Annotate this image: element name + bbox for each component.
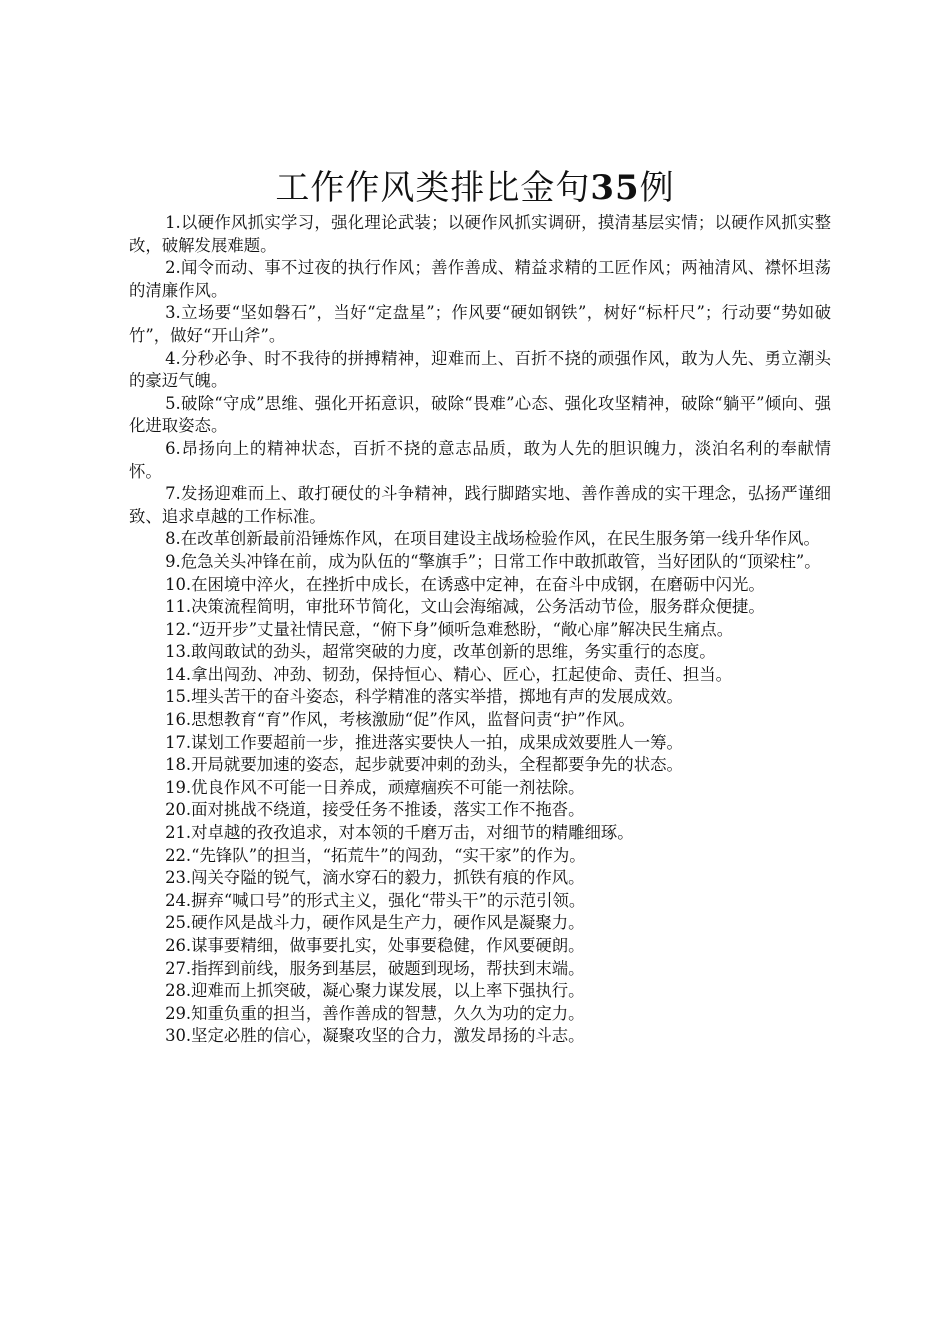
paragraph-8: 8.在改革创新最前沿锤炼作风，在项目建设主战场检验作风，在民生服务第一线升华作风。 bbox=[165, 529, 820, 549]
paragraph-18: 18.开局就要加速的姿态，起步就要冲刺的劲头，全程都要争先的状态。 bbox=[165, 755, 683, 775]
paragraph-21: 21.对卓越的孜孜追求，对本领的千磨万击，对细节的精雕细琢。 bbox=[165, 823, 634, 843]
paragraph-2: 2.闻令而动、事不过夜的执行作风；善作善成、精益求精的工匠作风；两袖清风、襟怀坦荡的清廉作风。 bbox=[129, 258, 831, 300]
paragraph-22: 22.“先锋队”的担当，“拓荒牛”的闯劲，“实干家”的作为。 bbox=[165, 845, 586, 865]
paragraph-29: 29.知重负重的担当，善作善成的智慧，久久为功的定力。 bbox=[165, 1003, 585, 1023]
paragraph-19: 19.优良作风不可能一日养成，顽瘴痼疾不可能一剂祛除。 bbox=[165, 777, 585, 797]
paragraph-3: 3.立场要“坚如磐石”，当好“定盘星”；作风要“硬如钢铁”，树好“标杆尺”；行动要“势如破竹”，做好“开山斧”。 bbox=[129, 303, 831, 345]
document-title bbox=[0, 166, 950, 210]
paragraph-16: 16.思想教育“育”作风，考核激励“促”作风，监督问责“护”作风。 bbox=[165, 710, 635, 730]
paragraph-4: 4.分秒必争、时不我待的拼搏精神，迎难而上、百折不挠的顽强作风，敢为人先、勇立潮头的豪迈气魄。 bbox=[129, 348, 831, 391]
paragraph-23: 23.闯关夺隘的锐气，滴水穿石的毅力，抓铁有痕的作风。 bbox=[165, 868, 585, 888]
paragraph-20: 20.面对挑战不绕道，接受任务不推诿，落实工作不拖沓。 bbox=[165, 800, 585, 820]
paragraph-30: 30.坚定必胜的信心，凝聚攻坚的合力，激发昂扬的斗志。 bbox=[165, 1026, 585, 1046]
paragraph-28: 28.迎难而上抓突破，凝心聚力谋发展，以上率下强执行。 bbox=[165, 981, 585, 1001]
paragraph-5: 5.破除“守成”思维、强化开拓意识，破除“畏难”心态、强化攻坚精神，破除“躺平”倾向、强化进取姿态。 bbox=[129, 393, 831, 436]
paragraph-24: 24.摒弃“喊口号”的形式主义，强化“带头干”的示范引领。 bbox=[165, 890, 586, 910]
title-text: 工作作风类排比金句 bbox=[275, 168, 591, 208]
title-suffix: 例 bbox=[639, 168, 675, 208]
paragraph-11: 11.决策流程简明，审批环节简化，文山会海缩减，公务活动节俭，服务群众便捷。 bbox=[165, 597, 765, 617]
paragraph-1: 1.以硬作风抓实学习，强化理论武装；以硬作风抓实调研，摸清基层实情；以硬作风抓实整改，破解发展难题。 bbox=[129, 213, 831, 255]
paragraph-9: 9.危急关头冲锋在前，成为队伍的“擎旗手”；日常工作中敢抓敢管，当好团队的“顶梁柱”。 bbox=[165, 551, 821, 571]
paragraph-27: 27.指挥到前线，服务到基层，破题到现场，帮扶到末端。 bbox=[165, 958, 585, 978]
paragraph-15: 15.埋头苦干的奋斗姿态，科学精准的落实举措，掷地有声的发展成效。 bbox=[165, 687, 683, 707]
paragraph-25: 25.硬作风是战斗力，硬作风是生产力，硬作风是凝聚力。 bbox=[165, 913, 585, 933]
paragraph-12: 12.“迈开步”丈量社情民意，“俯下身”倾听急难愁盼，“敞心扉”解决民生痛点。 bbox=[165, 619, 734, 639]
paragraph-6: 6.昂扬向上的精神状态，百折不挠的意志品质，敢为人先的胆识魄力，淡泊名利的奉献情怀。 bbox=[129, 438, 831, 481]
paragraph-10: 10.在困境中淬火，在挫折中成长，在诱惑中定神，在奋斗中成钢，在磨砺中闪光。 bbox=[165, 574, 765, 594]
paragraph-17: 17.谋划工作要超前一步，推进落实要快人一拍，成果成效要胜人一筹。 bbox=[165, 732, 683, 752]
title-number: 35 bbox=[590, 168, 640, 208]
paragraph-7: 7.发扬迎难而上、敢打硬仗的斗争精神，践行脚踏实地、善作善成的实干理念，弘扬严谨细致、追求卓越的工作标准。 bbox=[129, 484, 831, 526]
document-body bbox=[129, 212, 831, 1048]
paragraph-26: 26.谋事要精细，做事要扎实，处事要稳健，作风要硬朗。 bbox=[165, 936, 585, 955]
paragraph-14: 14.拿出闯劲、冲劲、韧劲，保持恒心、精心、匠心，扛起使命、责任、担当。 bbox=[165, 664, 733, 684]
paragraph-13: 13.敢闯敢试的劲头，超常突破的力度，改革创新的思维，务实重行的态度。 bbox=[165, 642, 716, 662]
